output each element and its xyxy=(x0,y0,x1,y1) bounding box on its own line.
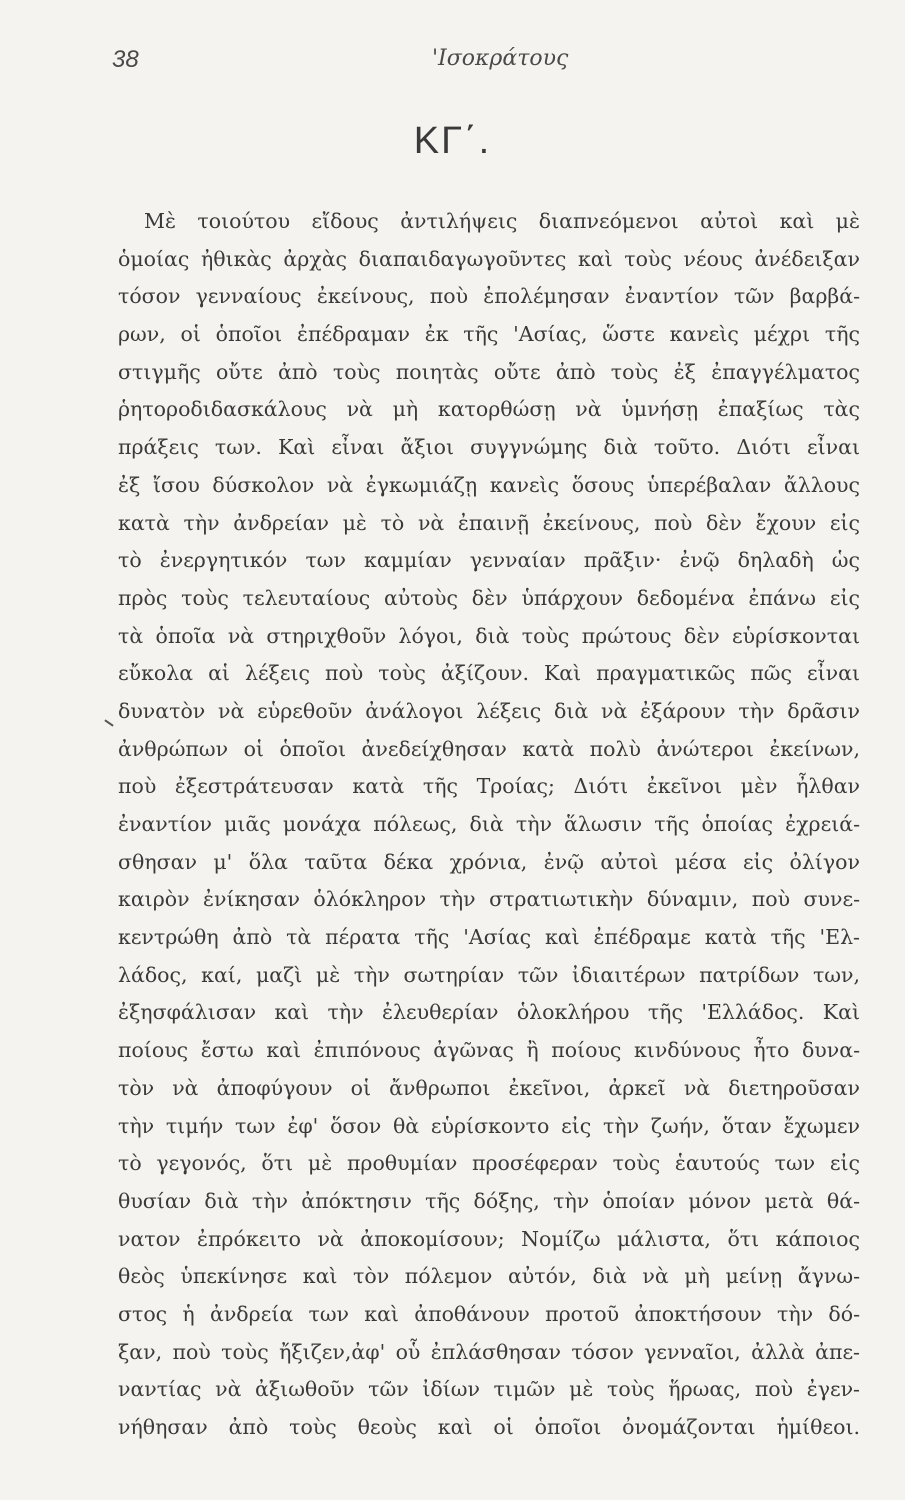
text-line: ρων, οἱ ὁποῖοι ἐπέδραμαν ἐκ τῆς 'Ασίας, ὥστε κανεὶς μέχρι τῆς xyxy=(118,322,860,347)
text-line: πρὸς τοὺς τελευταίους αὐτοὺς δὲν ὑπάρχουν δεδομένα ἐπάνω εἰς xyxy=(118,585,860,610)
text-line: ναντίας νὰ ἀξιωθοῦν τῶν ἰδίων τιμῶν μὲ τοὺς ἥρωας, ποὺ ἐγεν- xyxy=(118,1377,860,1402)
text-line: νήθησαν ἀπὸ τοὺς θεοὺς καὶ οἱ ὁποῖοι ὀνομάζονται ἡμίθεοι. xyxy=(118,1415,860,1439)
text-line: τὸν νὰ ἀποφύγουν οἱ ἄνθρωποι ἐκεῖνοι, ἀρκεῖ νὰ διετηροῦσαν xyxy=(118,1075,860,1100)
running-title: 'Ισοκράτους xyxy=(432,46,569,71)
text-line: ἐξησφάλισαν καὶ τὴν ἐλευθερίαν ὁλοκλήρου τῆς 'Ελλάδος. Καὶ xyxy=(118,1000,860,1025)
body-text xyxy=(118,203,860,1447)
text-line: ἐναντίον μιᾶς μονάχα πόλεως, διὰ τὴν ἅλωσιν τῆς ὁποίας ἐχρειά- xyxy=(118,812,860,836)
text-line: κεντρώθη ἀπὸ τὰ πέρατα τῆς 'Ασίας καὶ ἐπέδραμε κατὰ τῆς 'Ελ- xyxy=(118,925,860,950)
text-line: τὸ γεγονός, ὅτι μὲ προθυμίαν προσέφεραν τοὺς ἑαυτούς των εἰς xyxy=(118,1151,860,1176)
text-line: δυνατὸν νὰ εὑρεθοῦν ἀνάλογοι λέξεις διὰ νὰ ἐξάρουν τὴν δρᾶσιν xyxy=(118,698,860,723)
text-line: τὴν τιμήν των ἐφ' ὅσον θὰ εὑρίσκοντο εἰς τὴν ζωήν, ὅταν ἔχωμεν xyxy=(118,1113,860,1138)
text-line: καιρὸν ἐνίκησαν ὁλόκληρον τὴν στρατιωτικὴν δύναμιν, ποὺ συνε- xyxy=(118,887,860,912)
text-line: ποίους ἔστω καὶ ἐπιπόνους ἀγῶνας ἢ ποίους κινδύνους ἦτο δυνα- xyxy=(118,1038,860,1063)
text-line: τὰ ὁποῖα νὰ στηριχθοῦν λόγοι, διὰ τοὺς πρώτους δὲν εὑρίσκονται xyxy=(118,623,860,648)
page-number: 38 xyxy=(112,46,139,73)
text-line: ὁμοίας ἠθικὰς ἀρχὰς διαπαιδαγωγοῦντες καὶ τοὺς νέους ἀνέδειξαν xyxy=(118,246,860,271)
text-line: εὔκολα αἱ λέξεις ποὺ τοὺς ἀξίζουν. Καὶ πραγματικῶς πῶς εἶναι xyxy=(118,661,860,686)
stray-mark xyxy=(104,719,113,726)
text-line: νατον ἐπρόκειτο νὰ ἀποκομίσουν; Νομίζω μάλιστα, ὅτι κάποιος xyxy=(118,1226,860,1251)
text-line: θεὸς ὑπεκίνησε καὶ τὸν πόλεμον αὐτόν, διὰ νὰ μὴ μείνῃ ἄγνω- xyxy=(118,1264,860,1289)
text-line: στιγμῆς οὔτε ἀπὸ τοὺς ποιητὰς οὔτε ἀπὸ τοὺς ἐξ ἐπαγγέλματος xyxy=(118,359,860,384)
text-line: λάδος, καί, μαζὶ μὲ τὴν σωτηρίαν τῶν ἰδιαιτέρων πατρίδων των, xyxy=(118,962,860,987)
text-line: ἐξ ἴσου δύσκολον νὰ ἐγκωμιάζῃ κανεὶς ὅσους ὑπερέβαλαν ἄλλους xyxy=(118,472,860,497)
text-line: πράξεις των. Καὶ εἶναι ἄξιοι συγγνώμης διὰ τοῦτο. Διότι εἶναι xyxy=(118,435,860,460)
text-line: στος ἡ ἀνδρεία των καὶ ἀποθάνουν προτοῦ ἀποκτήσουν τὴν δό- xyxy=(118,1301,860,1326)
text-line: ξαν, ποὺ τοὺς ἤξιζεν,ἀφ' οὗ ἐπλάσθησαν τόσον γενναῖοι, ἀλλὰ ἀπε- xyxy=(118,1339,860,1364)
text-line: τόσον γενναίους ἐκείνους, ποὺ ἐπολέμησαν ἐναντίον τῶν βαρβά- xyxy=(118,284,860,309)
text-line: ἀνθρώπων οἱ ὁποῖοι ἀνεδείχθησαν κατὰ πολὺ ἀνώτεροι ἐκείνων, xyxy=(118,736,860,761)
text-line: σθησαν μ' ὅλα ταῦτα δέκα χρόνια, ἐνῷ αὐτοὶ μέσα εἰς ὀλίγον xyxy=(118,849,860,874)
text-line: θυσίαν διὰ τὴν ἀπόκτησιν τῆς δόξης, τὴν ὁποίαν μόνον μετὰ θά- xyxy=(118,1188,860,1213)
text-line: Μὲ τοιούτου εἴδους ἀντιλήψεις διαπνεόμενοι αὐτοὶ καὶ μὲ xyxy=(144,209,860,233)
text-line: κατὰ τὴν ἀνδρείαν μὲ τὸ νὰ ἐπαινῇ ἐκείνους, ποὺ δὲν ἔχουν εἰς xyxy=(118,510,860,535)
text-line: ῥητοροδιδασκάλους νὰ μὴ κατορθώσῃ νὰ ὑμνήσῃ ἐπαξίως τὰς xyxy=(118,397,860,422)
text-line: ποὺ ἐξεστράτευσαν κατὰ τῆς Τροίας; Διότι ἐκεῖνοι μὲν ἦλθαν xyxy=(118,774,860,799)
chapter-heading: ΚΓ΄. xyxy=(413,120,492,162)
running-head xyxy=(0,40,905,80)
text-line: τὸ ἐνεργητικόν των καμμίαν γενναίαν πρᾶξιν· ἐνῷ δηλαδὴ ὡς xyxy=(118,548,860,573)
